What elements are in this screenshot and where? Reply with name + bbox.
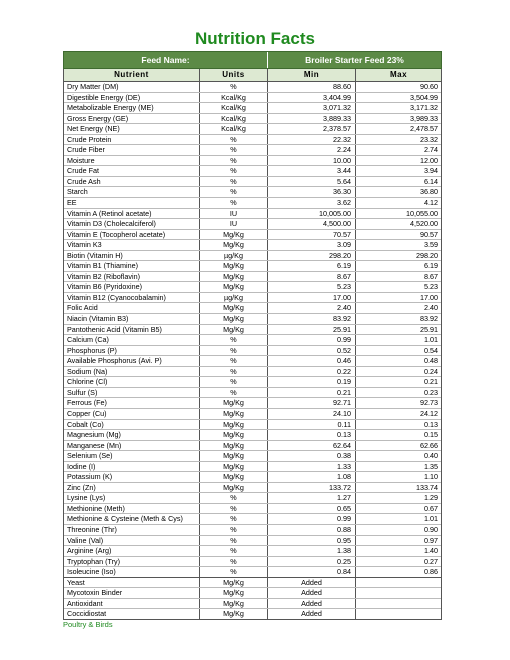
- table-row: [64, 282, 441, 293]
- table-body: [63, 82, 442, 620]
- min-cell: 0.22: [268, 367, 356, 377]
- page-title: Nutrition Facts: [195, 29, 315, 48]
- min-cell: 0.25: [268, 557, 356, 567]
- min-cell: 22.32: [268, 135, 356, 145]
- table-row: [64, 588, 441, 599]
- nutrient-cell: Crude Fat: [64, 166, 200, 176]
- min-cell: 36.30: [268, 187, 356, 197]
- nutrient-cell: Crude Fiber: [64, 145, 200, 155]
- max-cell: 0.48: [424, 356, 438, 366]
- max-cell: 0.15: [424, 430, 438, 440]
- table-row: [64, 420, 441, 431]
- units-cell: %: [200, 546, 268, 556]
- max-cell: 133.74: [416, 482, 438, 492]
- nutrient-cell: Vitamin K3: [64, 240, 200, 250]
- table-row: [64, 198, 441, 209]
- table-row: [64, 430, 441, 441]
- max-cell: 3.59: [424, 240, 438, 250]
- max-cell: 2,478.57: [410, 124, 438, 134]
- header-nutrient: Nutrient: [64, 69, 200, 81]
- units-cell: Mg/Kg: [200, 462, 268, 472]
- min-cell: 3.09: [268, 240, 356, 250]
- nutrient-cell: Magnesium (Mg): [64, 430, 200, 440]
- max-cell: 298.20: [416, 250, 438, 260]
- min-cell: 83.92: [268, 314, 356, 324]
- max-cell: 1.29: [424, 493, 438, 503]
- table-row: [64, 472, 441, 483]
- column-headers: [63, 69, 442, 82]
- max-cell: 36.80: [420, 187, 438, 197]
- min-cell: 88.60: [268, 82, 356, 92]
- min-cell: 0.19: [268, 377, 356, 387]
- min-cell: 10,005.00: [268, 209, 356, 219]
- units-cell: %: [200, 367, 268, 377]
- min-cell: 0.99: [268, 335, 356, 345]
- max-cell: 6.19: [424, 261, 438, 271]
- table-row: [64, 578, 441, 589]
- nutrient-cell: Crude Ash: [64, 177, 200, 187]
- nutrient-cell: Iodine (I): [64, 462, 200, 472]
- max-cell: 17.00: [420, 292, 438, 302]
- nutrient-cell: Mycotoxin Binder: [64, 588, 200, 598]
- nutrient-cell: EE: [64, 198, 200, 208]
- units-cell: %: [200, 145, 268, 155]
- table-row: [64, 219, 441, 230]
- table-row: [64, 124, 441, 135]
- units-cell: %: [200, 335, 268, 345]
- nutrient-cell: Isoleucine (Iso): [64, 567, 200, 577]
- units-cell: %: [200, 82, 268, 92]
- max-cell: 24.12: [420, 408, 438, 418]
- min-cell: 0.52: [268, 346, 356, 356]
- max-cell: 0.97: [424, 535, 438, 545]
- min-cell: 298.20: [268, 251, 356, 261]
- min-cell: 3,071.32: [268, 103, 356, 113]
- units-cell: Mg/Kg: [200, 451, 268, 461]
- table-row: [64, 599, 441, 610]
- min-cell: 5.64: [268, 177, 356, 187]
- units-cell: Mg/Kg: [200, 398, 268, 408]
- table-row: [64, 567, 441, 578]
- units-cell: IU: [200, 219, 268, 229]
- units-cell: µg/Kg: [200, 251, 268, 261]
- nutrient-cell: Threonine (Thr): [64, 525, 200, 535]
- units-cell: Mg/Kg: [200, 609, 268, 619]
- nutrient-cell: Arginine (Arg): [64, 546, 200, 556]
- max-cell: [356, 609, 441, 619]
- min-cell: 0.99: [268, 514, 356, 524]
- table-row: [64, 272, 441, 283]
- max-cell: 83.92: [420, 314, 438, 324]
- nutrient-cell: Cobalt (Co): [64, 420, 200, 430]
- nutrient-cell: Folic Acid: [64, 303, 200, 313]
- max-cell: 10,055.00: [406, 208, 438, 218]
- table-row: [64, 103, 441, 114]
- max-cell: 1.01: [424, 335, 438, 345]
- units-cell: Mg/Kg: [200, 441, 268, 451]
- min-cell: 0.88: [268, 525, 356, 535]
- units-cell: %: [200, 166, 268, 176]
- table-row: [64, 82, 441, 93]
- table-row: [64, 493, 441, 504]
- table-row: [64, 293, 441, 304]
- max-cell: 2.74: [424, 145, 438, 155]
- units-cell: Mg/Kg: [200, 599, 268, 609]
- max-cell: [356, 588, 441, 598]
- min-cell: 3,404.99: [268, 93, 356, 103]
- min-cell: 4,500.00: [268, 219, 356, 229]
- nutrient-cell: Available Phosphorus (Avi. P): [64, 356, 200, 366]
- units-cell: %: [200, 198, 268, 208]
- table-row: [64, 514, 441, 525]
- header-max: Max: [389, 70, 408, 79]
- nutrient-cell: Niacin (Vitamin B3): [64, 314, 200, 324]
- units-cell: %: [200, 346, 268, 356]
- added-cell: Added: [268, 588, 356, 598]
- nutrient-cell: Net Energy (NE): [64, 124, 200, 134]
- nutrient-cell: Zinc (Zn): [64, 483, 200, 493]
- units-cell: Mg/Kg: [200, 588, 268, 598]
- units-cell: Kcal/Kg: [200, 93, 268, 103]
- max-cell: 1.10: [424, 472, 438, 482]
- table-row: [64, 325, 441, 336]
- max-cell: [356, 599, 441, 609]
- units-cell: %: [200, 356, 268, 366]
- units-cell: Mg/Kg: [200, 420, 268, 430]
- nutrient-cell: Methionine (Meth): [64, 504, 200, 514]
- table-row: [64, 504, 441, 515]
- table-row: [64, 525, 441, 536]
- units-cell: Mg/Kg: [200, 240, 268, 250]
- units-cell: Mg/Kg: [200, 483, 268, 493]
- units-cell: Mg/Kg: [200, 272, 268, 282]
- feed-name-label: Feed Name:: [64, 52, 268, 68]
- min-cell: 1.33: [268, 462, 356, 472]
- table-row: [64, 93, 441, 104]
- table-row: [64, 546, 441, 557]
- units-cell: Mg/Kg: [200, 314, 268, 324]
- units-cell: %: [200, 493, 268, 503]
- nutrient-cell: Dry Matter (DM): [64, 82, 200, 92]
- table-row: [64, 609, 441, 620]
- units-cell: %: [200, 557, 268, 567]
- table-row: [64, 240, 441, 251]
- feed-name-header: [63, 51, 442, 69]
- min-cell: 6.19: [268, 261, 356, 271]
- min-cell: 0.65: [268, 504, 356, 514]
- table-row: [64, 451, 441, 462]
- min-cell: 3,889.33: [268, 114, 356, 124]
- nutrient-cell: Vitamin A (Retinol acetate): [64, 209, 200, 219]
- max-cell: 90.57: [420, 229, 438, 239]
- table-row: [64, 335, 441, 346]
- nutrient-cell: Gross Energy (GE): [64, 114, 200, 124]
- nutrient-cell: Vitamin B12 (Cyanocobalamin): [64, 293, 200, 303]
- min-cell: 0.46: [268, 356, 356, 366]
- units-cell: %: [200, 388, 268, 398]
- nutrient-cell: Ferrous (Fe): [64, 398, 200, 408]
- max-cell: 4,520.00: [410, 219, 438, 229]
- table-row: [64, 187, 441, 198]
- nutrient-cell: Moisture: [64, 156, 200, 166]
- nutrient-cell: Digestible Energy (DE): [64, 93, 200, 103]
- max-cell: 1.40: [424, 546, 438, 556]
- units-cell: Mg/Kg: [200, 472, 268, 482]
- units-cell: µg/Kg: [200, 293, 268, 303]
- min-cell: 2.40: [268, 303, 356, 313]
- max-cell: 5.23: [424, 282, 438, 292]
- units-cell: Mg/Kg: [200, 325, 268, 335]
- table-row: [64, 346, 441, 357]
- table-row: [64, 314, 441, 325]
- table-row: [64, 177, 441, 188]
- table-row: [64, 557, 441, 568]
- min-cell: 25.91: [268, 325, 356, 335]
- nutrient-cell: Sulfur (S): [64, 388, 200, 398]
- header-min: Min: [268, 69, 356, 81]
- min-cell: 0.38: [268, 451, 356, 461]
- units-cell: Mg/Kg: [200, 303, 268, 313]
- nutrient-cell: Antioxidant: [64, 599, 200, 609]
- max-cell: 0.40: [424, 451, 438, 461]
- min-cell: 0.21: [268, 388, 356, 398]
- units-cell: IU: [200, 209, 268, 219]
- max-cell: 2.40: [424, 303, 438, 313]
- table-row: [64, 398, 441, 409]
- units-cell: Mg/Kg: [200, 430, 268, 440]
- nutrient-cell: Tryptophan (Try): [64, 557, 200, 567]
- added-cell: Added: [268, 578, 356, 588]
- table-row: [64, 367, 441, 378]
- min-cell: 0.95: [268, 536, 356, 546]
- footer-note: Poultry & Birds: [63, 620, 113, 629]
- units-cell: %: [200, 377, 268, 387]
- max-cell: 23.32: [420, 134, 438, 144]
- units-cell: %: [200, 135, 268, 145]
- max-cell: 0.21: [424, 377, 438, 387]
- table-row: [64, 251, 441, 262]
- nutrient-cell: Vitamin E (Tocopherol acetate): [64, 230, 200, 240]
- nutrient-cell: Chlorine (Cl): [64, 377, 200, 387]
- table-row: [64, 166, 441, 177]
- feed-name-value: Broiler Starter Feed 23%: [305, 55, 404, 65]
- units-cell: %: [200, 525, 268, 535]
- nutrient-cell: Vitamin B1 (Thiamine): [64, 261, 200, 271]
- max-cell: 1.01: [424, 514, 438, 524]
- min-cell: 92.71: [268, 398, 356, 408]
- nutrient-cell: Copper (Cu): [64, 409, 200, 419]
- units-cell: Kcal/Kg: [200, 103, 268, 113]
- max-cell: 0.13: [424, 419, 438, 429]
- min-cell: 10.00: [268, 156, 356, 166]
- nutrient-cell: Crude Protein: [64, 135, 200, 145]
- header-units: Units: [200, 69, 268, 81]
- added-cell: Added: [268, 599, 356, 609]
- min-cell: 70.57: [268, 230, 356, 240]
- nutrient-cell: Vitamin B6 (Pyridoxine): [64, 282, 200, 292]
- table-row: [64, 388, 441, 399]
- max-cell: 25.91: [420, 324, 438, 334]
- table-row: [64, 261, 441, 272]
- units-cell: Mg/Kg: [200, 230, 268, 240]
- max-cell: 62.66: [420, 440, 438, 450]
- units-cell: Kcal/Kg: [200, 114, 268, 124]
- max-cell: 3,989.33: [410, 113, 438, 123]
- max-cell: 12.00: [420, 155, 438, 165]
- max-cell: 92.73: [420, 398, 438, 408]
- max-cell: 3,171.32: [410, 103, 438, 113]
- added-cell: Added: [268, 609, 356, 619]
- min-cell: 0.13: [268, 430, 356, 440]
- max-cell: 4.12: [424, 198, 438, 208]
- table-row: [64, 135, 441, 146]
- table-row: [64, 356, 441, 367]
- nutrient-cell: Starch: [64, 187, 200, 197]
- max-cell: 0.27: [424, 556, 438, 566]
- min-cell: 0.84: [268, 567, 356, 577]
- units-cell: Mg/Kg: [200, 282, 268, 292]
- nutrient-cell: Vitamin B2 (Riboflavin): [64, 272, 200, 282]
- nutrient-cell: Selenium (Se): [64, 451, 200, 461]
- nutrition-table: [63, 51, 442, 620]
- min-cell: 1.38: [268, 546, 356, 556]
- min-cell: 24.10: [268, 409, 356, 419]
- units-cell: Mg/Kg: [200, 261, 268, 271]
- table-row: [64, 303, 441, 314]
- nutrient-cell: Sodium (Na): [64, 367, 200, 377]
- max-cell: 1.35: [424, 461, 438, 471]
- units-cell: %: [200, 177, 268, 187]
- min-cell: 3.44: [268, 166, 356, 176]
- nutrient-cell: Biotin (Vitamin H): [64, 251, 200, 261]
- nutrient-cell: Potassium (K): [64, 472, 200, 482]
- units-cell: Mg/Kg: [200, 578, 268, 588]
- nutrient-cell: Methionine & Cysteine (Meth & Cys): [64, 514, 200, 524]
- table-row: [64, 209, 441, 220]
- nutrient-cell: Coccidiostat: [64, 609, 200, 619]
- max-cell: 0.86: [424, 567, 438, 577]
- table-row: [64, 230, 441, 241]
- nutrient-cell: Metabolizable Energy (ME): [64, 103, 200, 113]
- max-cell: 8.67: [424, 271, 438, 281]
- min-cell: 133.72: [268, 483, 356, 493]
- table-row: [64, 377, 441, 388]
- min-cell: 5.23: [268, 282, 356, 292]
- max-cell: 3,504.99: [410, 92, 438, 102]
- units-cell: %: [200, 567, 268, 577]
- units-cell: %: [200, 536, 268, 546]
- units-cell: %: [200, 187, 268, 197]
- units-cell: %: [200, 514, 268, 524]
- nutrient-cell: Yeast: [64, 578, 200, 588]
- units-cell: %: [200, 504, 268, 514]
- nutrient-cell: Vitamin D3 (Cholecalciferol): [64, 219, 200, 229]
- max-cell: 0.67: [424, 503, 438, 513]
- min-cell: 8.67: [268, 272, 356, 282]
- min-cell: 17.00: [268, 293, 356, 303]
- max-cell: 0.54: [424, 345, 438, 355]
- table-row: [64, 536, 441, 547]
- min-cell: 0.11: [268, 420, 356, 430]
- units-cell: Kcal/Kg: [200, 124, 268, 134]
- min-cell: 2,378.57: [268, 124, 356, 134]
- max-cell: 90.60: [420, 82, 438, 91]
- max-cell: 0.90: [424, 524, 438, 534]
- table-row: [64, 441, 441, 452]
- table-row: [64, 409, 441, 420]
- min-cell: 1.27: [268, 493, 356, 503]
- table-row: [64, 156, 441, 167]
- nutrient-cell: Phosphorus (P): [64, 346, 200, 356]
- table-row: [64, 114, 441, 125]
- nutrient-cell: Valine (Val): [64, 536, 200, 546]
- nutrient-cell: Calcium (Ca): [64, 335, 200, 345]
- min-cell: 62.64: [268, 441, 356, 451]
- min-cell: 2.24: [268, 145, 356, 155]
- max-cell: 6.14: [424, 176, 438, 186]
- nutrient-cell: Lysine (Lys): [64, 493, 200, 503]
- max-cell: 0.23: [424, 387, 438, 397]
- min-cell: 1.08: [268, 472, 356, 482]
- max-cell: 0.24: [424, 366, 438, 376]
- table-row: [64, 462, 441, 473]
- nutrient-cell: Manganese (Mn): [64, 441, 200, 451]
- min-cell: 3.62: [268, 198, 356, 208]
- units-cell: %: [200, 156, 268, 166]
- table-row: [64, 145, 441, 156]
- units-cell: Mg/Kg: [200, 409, 268, 419]
- nutrient-cell: Pantothenic Acid (Vitamin B5): [64, 325, 200, 335]
- max-cell: [356, 578, 441, 588]
- max-cell: 3.94: [424, 166, 438, 176]
- table-row: [64, 483, 441, 494]
